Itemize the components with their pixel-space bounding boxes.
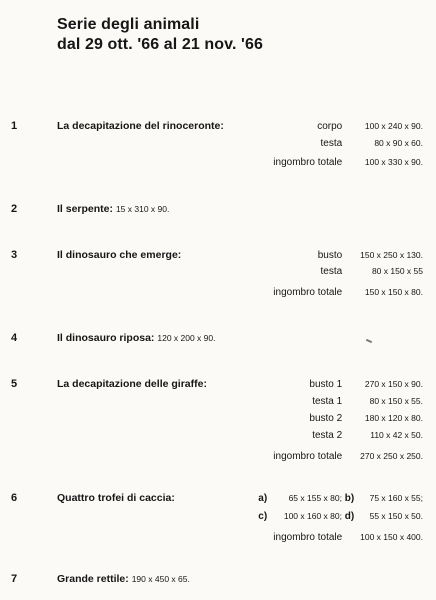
dims-label: ingombro totale [273, 287, 343, 298]
item-5-dims [273, 378, 423, 463]
item-name-3 [57, 249, 181, 261]
dims-row [273, 378, 423, 391]
dims-label: corpo [317, 121, 343, 132]
item-3-dims [273, 249, 423, 299]
dims-label: testa 1 [312, 396, 343, 407]
item-name-2 [57, 203, 169, 215]
page-title [57, 15, 263, 55]
item-number-6: 6 [11, 492, 18, 504]
dims-value: 55 x 150 x 50. [369, 511, 423, 521]
dims-label: busto [317, 250, 343, 261]
dims-value: 180 x 120 x 80. [364, 413, 423, 423]
item-title: Il dinosauro che emerge: [57, 249, 182, 261]
dims-label: d) [344, 511, 355, 522]
item-dims: 190 x 450 x 65. [131, 574, 190, 584]
item-title: Il serpente: [57, 203, 114, 215]
dims-label: ingombro totale [273, 451, 343, 462]
item-title: Il dinosauro riposa: [57, 332, 155, 344]
dims-value: 75 x 160 x 55; [369, 493, 423, 503]
ink-mark [366, 339, 372, 343]
dims-row [273, 137, 423, 150]
dims-row [273, 395, 423, 408]
item-title: Quattro trofei di caccia: [57, 492, 175, 504]
dims-row [273, 450, 423, 463]
dims-value: 80 x 150 x 55. [369, 396, 423, 406]
item-title: Grande rettile: [57, 573, 129, 585]
dims-value: 100 x 150 x 400. [360, 532, 423, 542]
item-number-4: 4 [11, 332, 18, 344]
dims-value: 110 x 42 x 50. [370, 430, 423, 440]
dims-value: 80 x 150 x 55 [371, 266, 423, 276]
item-title: La decapitazione delle giraffe: [57, 378, 207, 390]
dims-value: 150 x 150 x 80. [364, 287, 423, 297]
item-6-dims [258, 492, 423, 544]
dims-row [273, 120, 423, 133]
dims-label: busto 2 [309, 413, 343, 424]
dims-value: 65 x 155 x 80; [288, 493, 342, 503]
dims-row [273, 265, 423, 278]
item-number-7: 7 [11, 573, 18, 585]
item-number-5: 5 [11, 378, 18, 390]
dims-row [273, 412, 423, 425]
item-dims: 120 x 200 x 90. [157, 333, 216, 343]
dims-row [273, 249, 423, 262]
dims-value: 100 x 330 x 90. [364, 157, 423, 167]
dims-label: testa [320, 138, 343, 149]
dims-value: 80 x 90 x 60. [374, 138, 423, 148]
dims-label: testa 2 [312, 430, 343, 441]
item-1-dims [273, 120, 423, 169]
dims-label: a) [258, 493, 268, 504]
dims-row [273, 286, 423, 299]
item-number-3: 3 [11, 249, 18, 261]
dims-value: 270 x 250 x 250. [360, 451, 423, 461]
item-number-2: 2 [11, 203, 18, 215]
dims-label: testa [320, 266, 343, 277]
dims-row [258, 531, 423, 544]
item-number-1: 1 [11, 120, 18, 132]
item-name-7 [57, 573, 190, 585]
dims-value: 150 x 250 x 130. [360, 250, 423, 260]
title-line-1: Serie degli animali [57, 16, 200, 33]
dims-row [273, 156, 423, 169]
dims-row [258, 492, 423, 505]
title-line-2: dal 29 ott. '66 al 21 nov. '66 [57, 36, 263, 53]
dims-row [258, 510, 423, 523]
item-dims: 15 x 310 x 90. [115, 204, 170, 214]
dims-label: ingombro totale [273, 532, 343, 543]
item-name-5 [57, 378, 207, 390]
dims-label: b) [344, 493, 355, 504]
dims-label: c) [258, 511, 268, 522]
dims-label: busto 1 [309, 379, 343, 390]
item-name-1 [57, 120, 224, 132]
dims-label: ingombro totale [273, 157, 343, 168]
dims-row [273, 429, 423, 442]
item-title: La decapitazione del rinoceronte: [57, 120, 224, 132]
dims-value: 270 x 150 x 90. [364, 379, 423, 389]
item-name-6 [57, 492, 175, 504]
item-name-4 [57, 332, 216, 344]
dims-value: 100 x 160 x 80; [283, 511, 342, 521]
dims-value: 100 x 240 x 90. [364, 121, 423, 131]
